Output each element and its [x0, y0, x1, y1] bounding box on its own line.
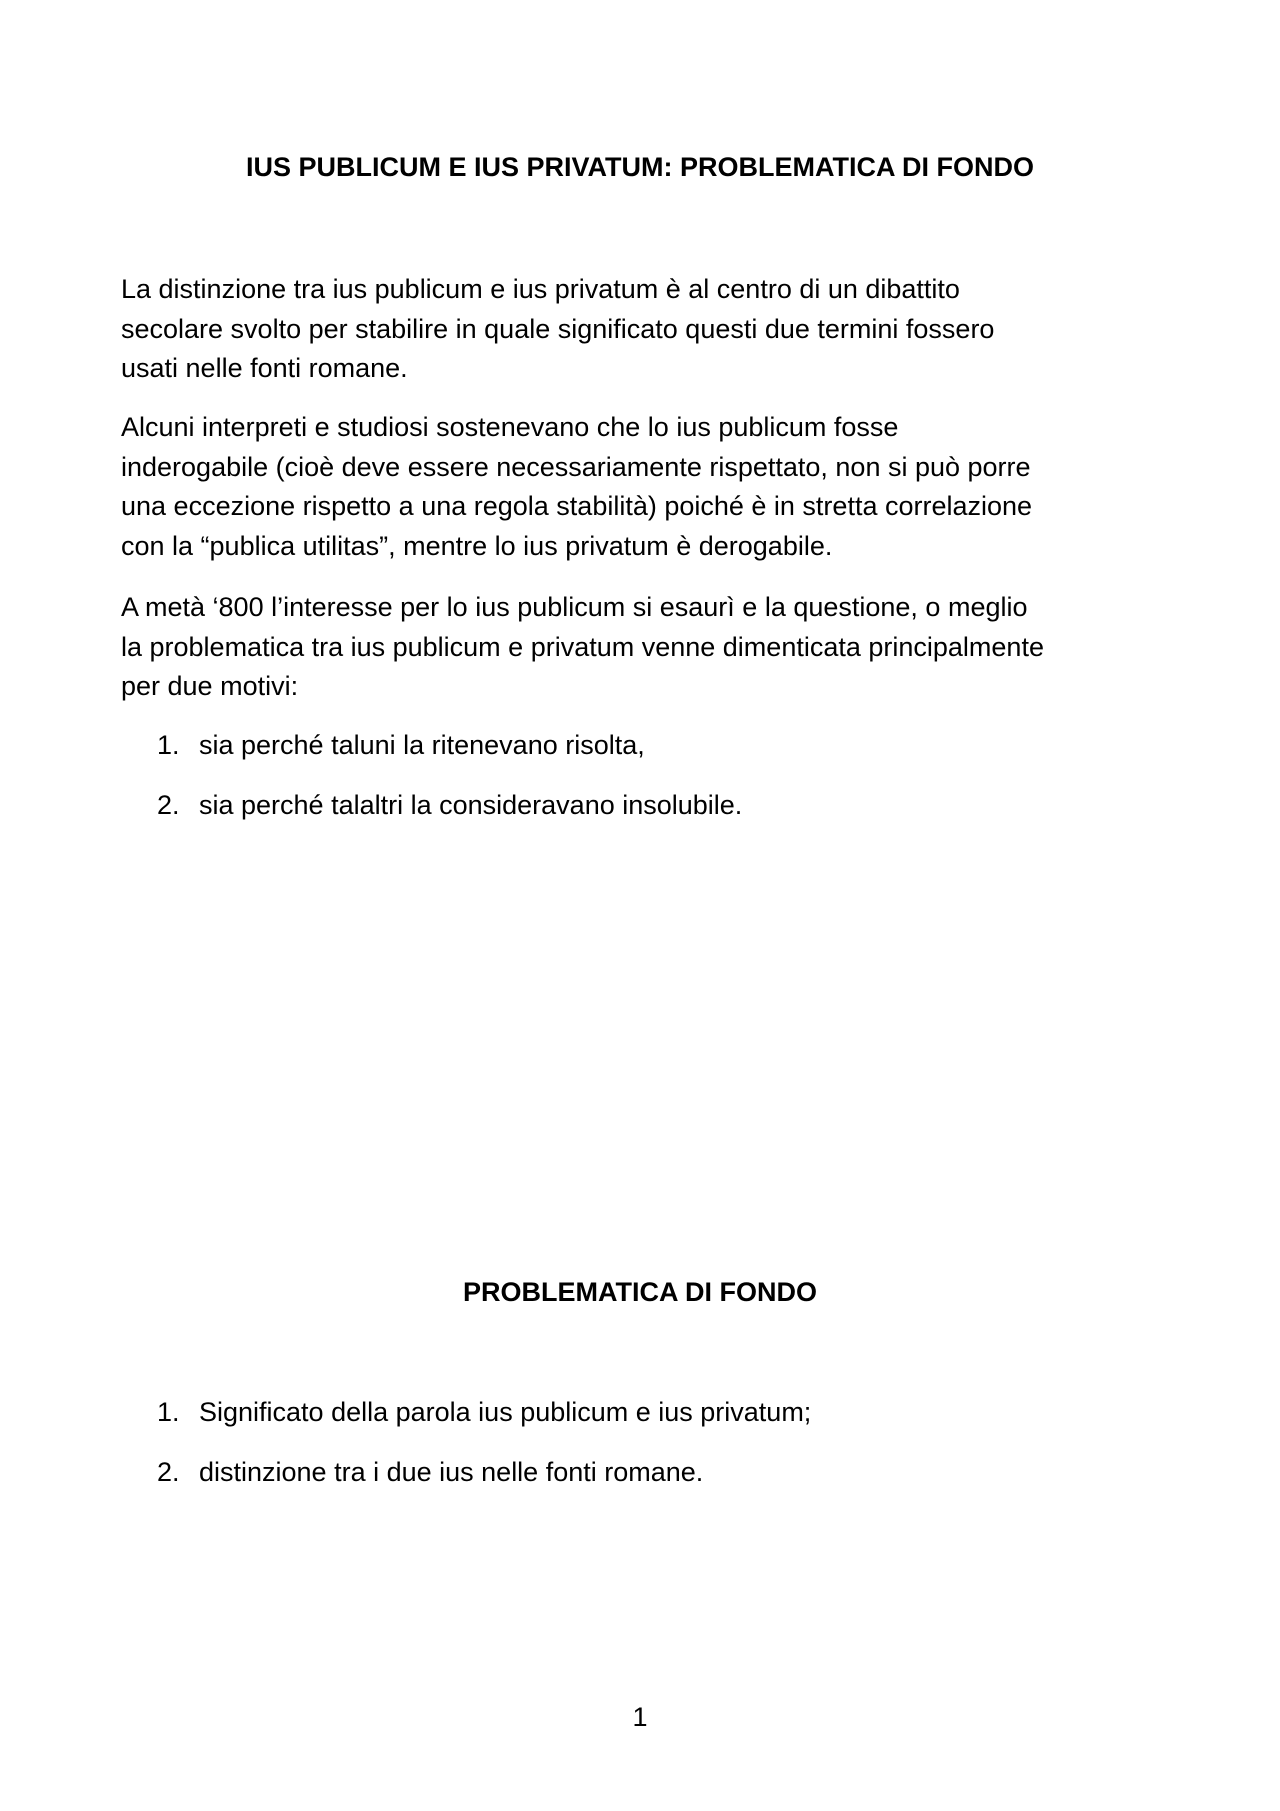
paragraph-line: la problematica tra ius publicum e privatum venne dimenticata principalmente — [121, 631, 1044, 662]
list-item-text: Significato della parola ius publicum e ius privatum; — [199, 1397, 812, 1427]
paragraph-line: inderogabile (cioè deve essere necessariamente rispettato, non si può porre — [121, 451, 1031, 482]
paragraph-line: usati nelle fonti romane. — [121, 353, 408, 383]
paragraph-3 — [121, 588, 1161, 707]
list-item-number: 2. — [157, 790, 180, 820]
document-title: IUS PUBLICUM E IUS PRIVATUM: PROBLEMATICA DI FONDO — [246, 152, 1034, 182]
section-title: PROBLEMATICA DI FONDO — [463, 1277, 817, 1307]
paragraph-line: secolare svolto per stabilire in quale significato questi due termini fossero — [121, 313, 995, 344]
paragraph-line: per due motivi: — [121, 671, 299, 701]
list-item-number: 2. — [157, 1457, 180, 1487]
list-item-text: sia perché taluni la ritenevano risolta, — [199, 730, 645, 760]
list-item-text: distinzione tra i due ius nelle fonti romane. — [199, 1457, 704, 1487]
list-item-text: sia perché talaltri la consideravano insolubile. — [199, 790, 743, 820]
paragraph-2 — [121, 408, 1161, 566]
paragraph-line: Alcuni interpreti e studiosi sostenevano che lo ius publicum fosse — [121, 412, 899, 442]
paragraph-1 — [121, 270, 1161, 389]
paragraph-line: una eccezione rispetto a una regola stabilità) poiché è in stretta correlazione — [121, 491, 1033, 521]
paragraph-line: con la “publica utilitas”, mentre lo ius privatum è derogabile. — [121, 530, 833, 561]
list-item-number: 1. — [157, 1397, 180, 1427]
paragraph-line: A metà ‘800 l’interesse per lo ius publicum si esaurì e la questione, o meglio — [121, 592, 1028, 622]
list-item-number: 1. — [157, 730, 180, 760]
paragraph-line: La distinzione tra ius publicum e ius privatum è al centro di un dibattito — [121, 274, 960, 304]
page-number: 1 — [632, 1702, 648, 1732]
